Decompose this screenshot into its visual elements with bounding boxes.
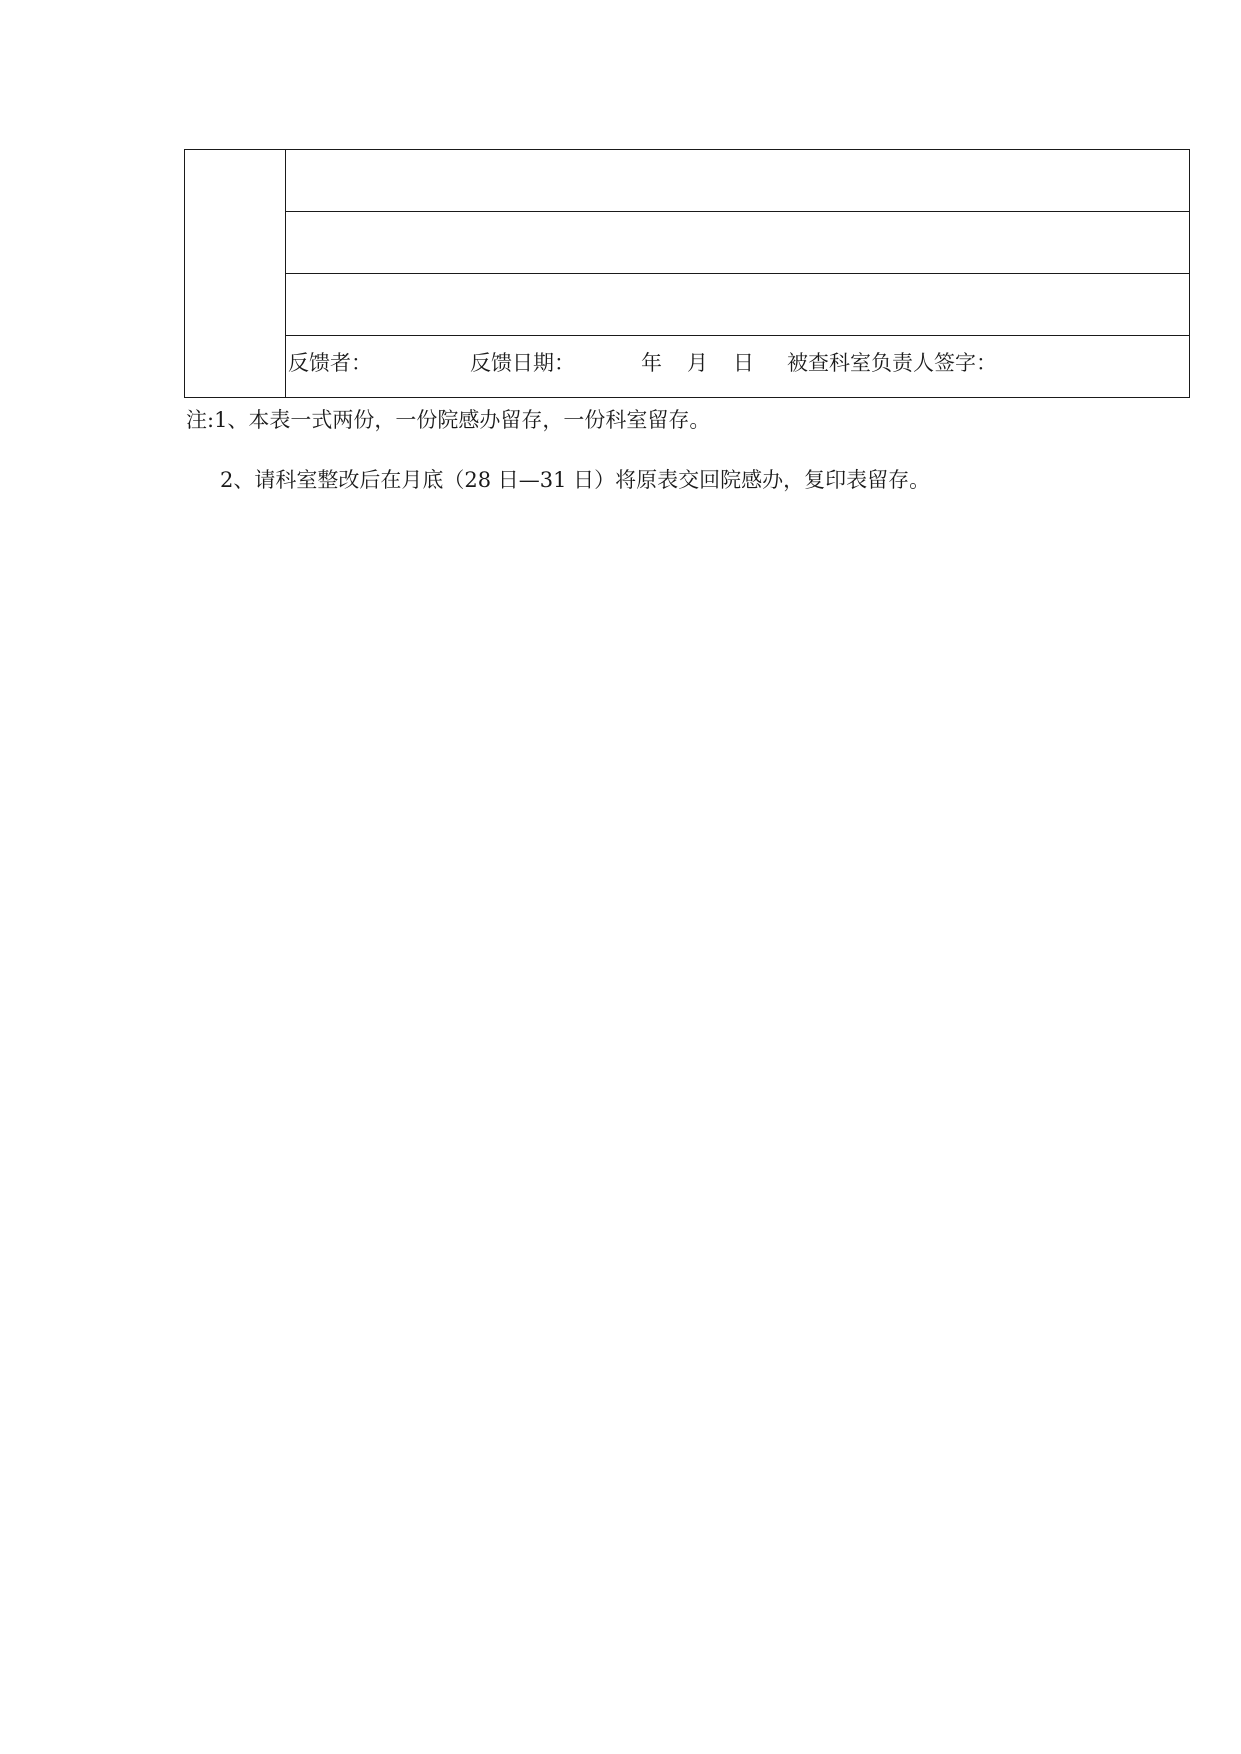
note-1: 注:1、本表一式两份，一份院感办留存，一份科室留存。 xyxy=(186,408,711,432)
dept-head-signature-label: 被查科室负责人签字： xyxy=(787,351,997,375)
day-label: 日 xyxy=(733,351,754,375)
feedback-date-label: 反馈日期： xyxy=(470,351,575,375)
form-blank-row-2[interactable] xyxy=(285,212,1189,274)
form-left-label-cell xyxy=(185,150,286,397)
month-label: 月 xyxy=(687,351,708,375)
form-blank-row-1[interactable] xyxy=(285,150,1189,212)
form-signature-row xyxy=(285,336,1189,397)
feedback-by-label: 反馈者： xyxy=(288,351,372,375)
form-blank-row-3[interactable] xyxy=(285,274,1189,336)
feedback-form-table xyxy=(184,149,1190,398)
note-2: 2、请科室整改后在月底（28 日—31 日）将原表交回院感办，复印表留存。 xyxy=(220,468,931,492)
year-label: 年 xyxy=(641,351,662,375)
